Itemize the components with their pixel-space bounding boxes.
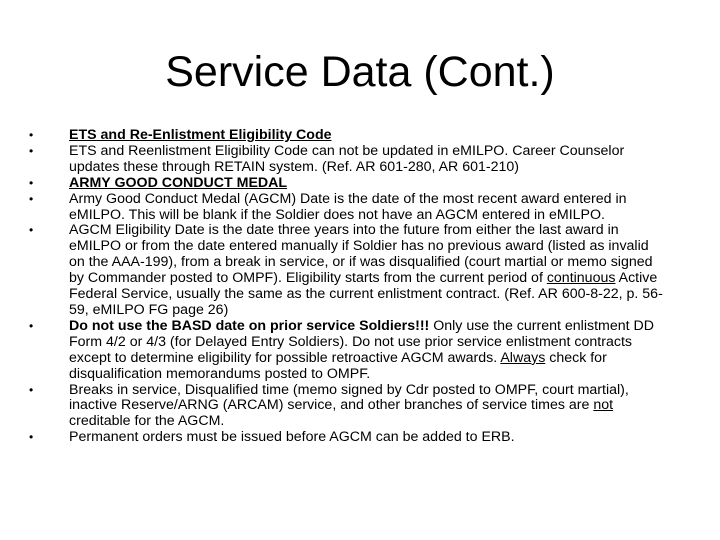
bullet-dot: •	[29, 143, 34, 158]
bullet-item	[24, 383, 664, 431]
bullet-dot: •	[29, 191, 34, 206]
warning-basd-date: Do not use the BASD date on prior service Soldiers!!!	[69, 317, 430, 334]
bullet-text: check for disqualification memorandums posted to OMPF.	[69, 349, 607, 382]
bullet-dot: •	[29, 430, 34, 445]
bullet-text: Permanent orders must be issued before AGCM can be added to ERB.	[69, 429, 515, 446]
heading-ets-reenlistment: ETS and Re-Enlistment Eligibility Code	[69, 127, 332, 143]
bullet-text: Active Federal Service, usually the same as the current enlistment contract. (Ref. AR 600-8-22, p. 56-59, eMILPO FG page 26)	[69, 270, 663, 318]
bullet-item	[24, 144, 664, 176]
emphasis-not: not	[593, 397, 614, 414]
bullet-dot: •	[29, 223, 34, 238]
bullet-text: AGCM Eligibility Date is the date three years into the future from either the last award in eMILPO or from the date entered manually if Soldier has no previous award (listed as invalid on the AAA-199), from a break in service, or if was disqualified (court martial or memo signed by Commander posted to OMPF). Eligibility starts from the current period of	[69, 222, 653, 287]
bullet-item	[24, 223, 664, 318]
bullet-dot: •	[29, 382, 34, 397]
bullet-list	[24, 128, 664, 446]
bullet-text: creditable for the AGCM.	[69, 413, 225, 430]
bullet-item	[24, 128, 664, 144]
bullet-dot: •	[29, 175, 34, 190]
bullet-item	[24, 176, 664, 192]
bullet-dot: •	[29, 128, 34, 142]
bullet-item	[24, 192, 664, 224]
bullet-text: ETS and Reenlistment Eligibility Code can not be updated in eMILPO. Career Counselor updates these through RETAIN system. (Ref. AR 601-280, AR 601-210)	[69, 142, 625, 175]
emphasis-continuous: continuous	[546, 270, 616, 287]
bullet-text: Only use the current enlistment DD Form 4/2 or 4/3 (for Delayed Entry Soldiers). Do not use prior service enlistment contracts except to determine eligibility for possible retroactive AGCM awards.	[69, 317, 654, 366]
bullet-text: Breaks in service, Disqualified time (memo signed by Cdr posted to OMPF, court martial), inactive Reserve/ARNG (ARCAM) service, and other branches of service times are	[69, 381, 629, 414]
bullet-item	[24, 319, 664, 383]
bullet-text: Army Good Conduct Medal (AGCM) Date is the date of the most recent award entered in eMILPO. This will be blank if the Soldier does not have an AGCM entered in eMILPO.	[69, 190, 627, 223]
bullet-dot: •	[29, 318, 34, 333]
bullet-item	[24, 430, 664, 446]
heading-good-conduct-medal: ARMY GOOD CONDUCT MEDAL	[69, 174, 288, 191]
emphasis-always: Always	[500, 349, 546, 366]
slide-title: Service Data (Cont.)	[165, 48, 555, 96]
